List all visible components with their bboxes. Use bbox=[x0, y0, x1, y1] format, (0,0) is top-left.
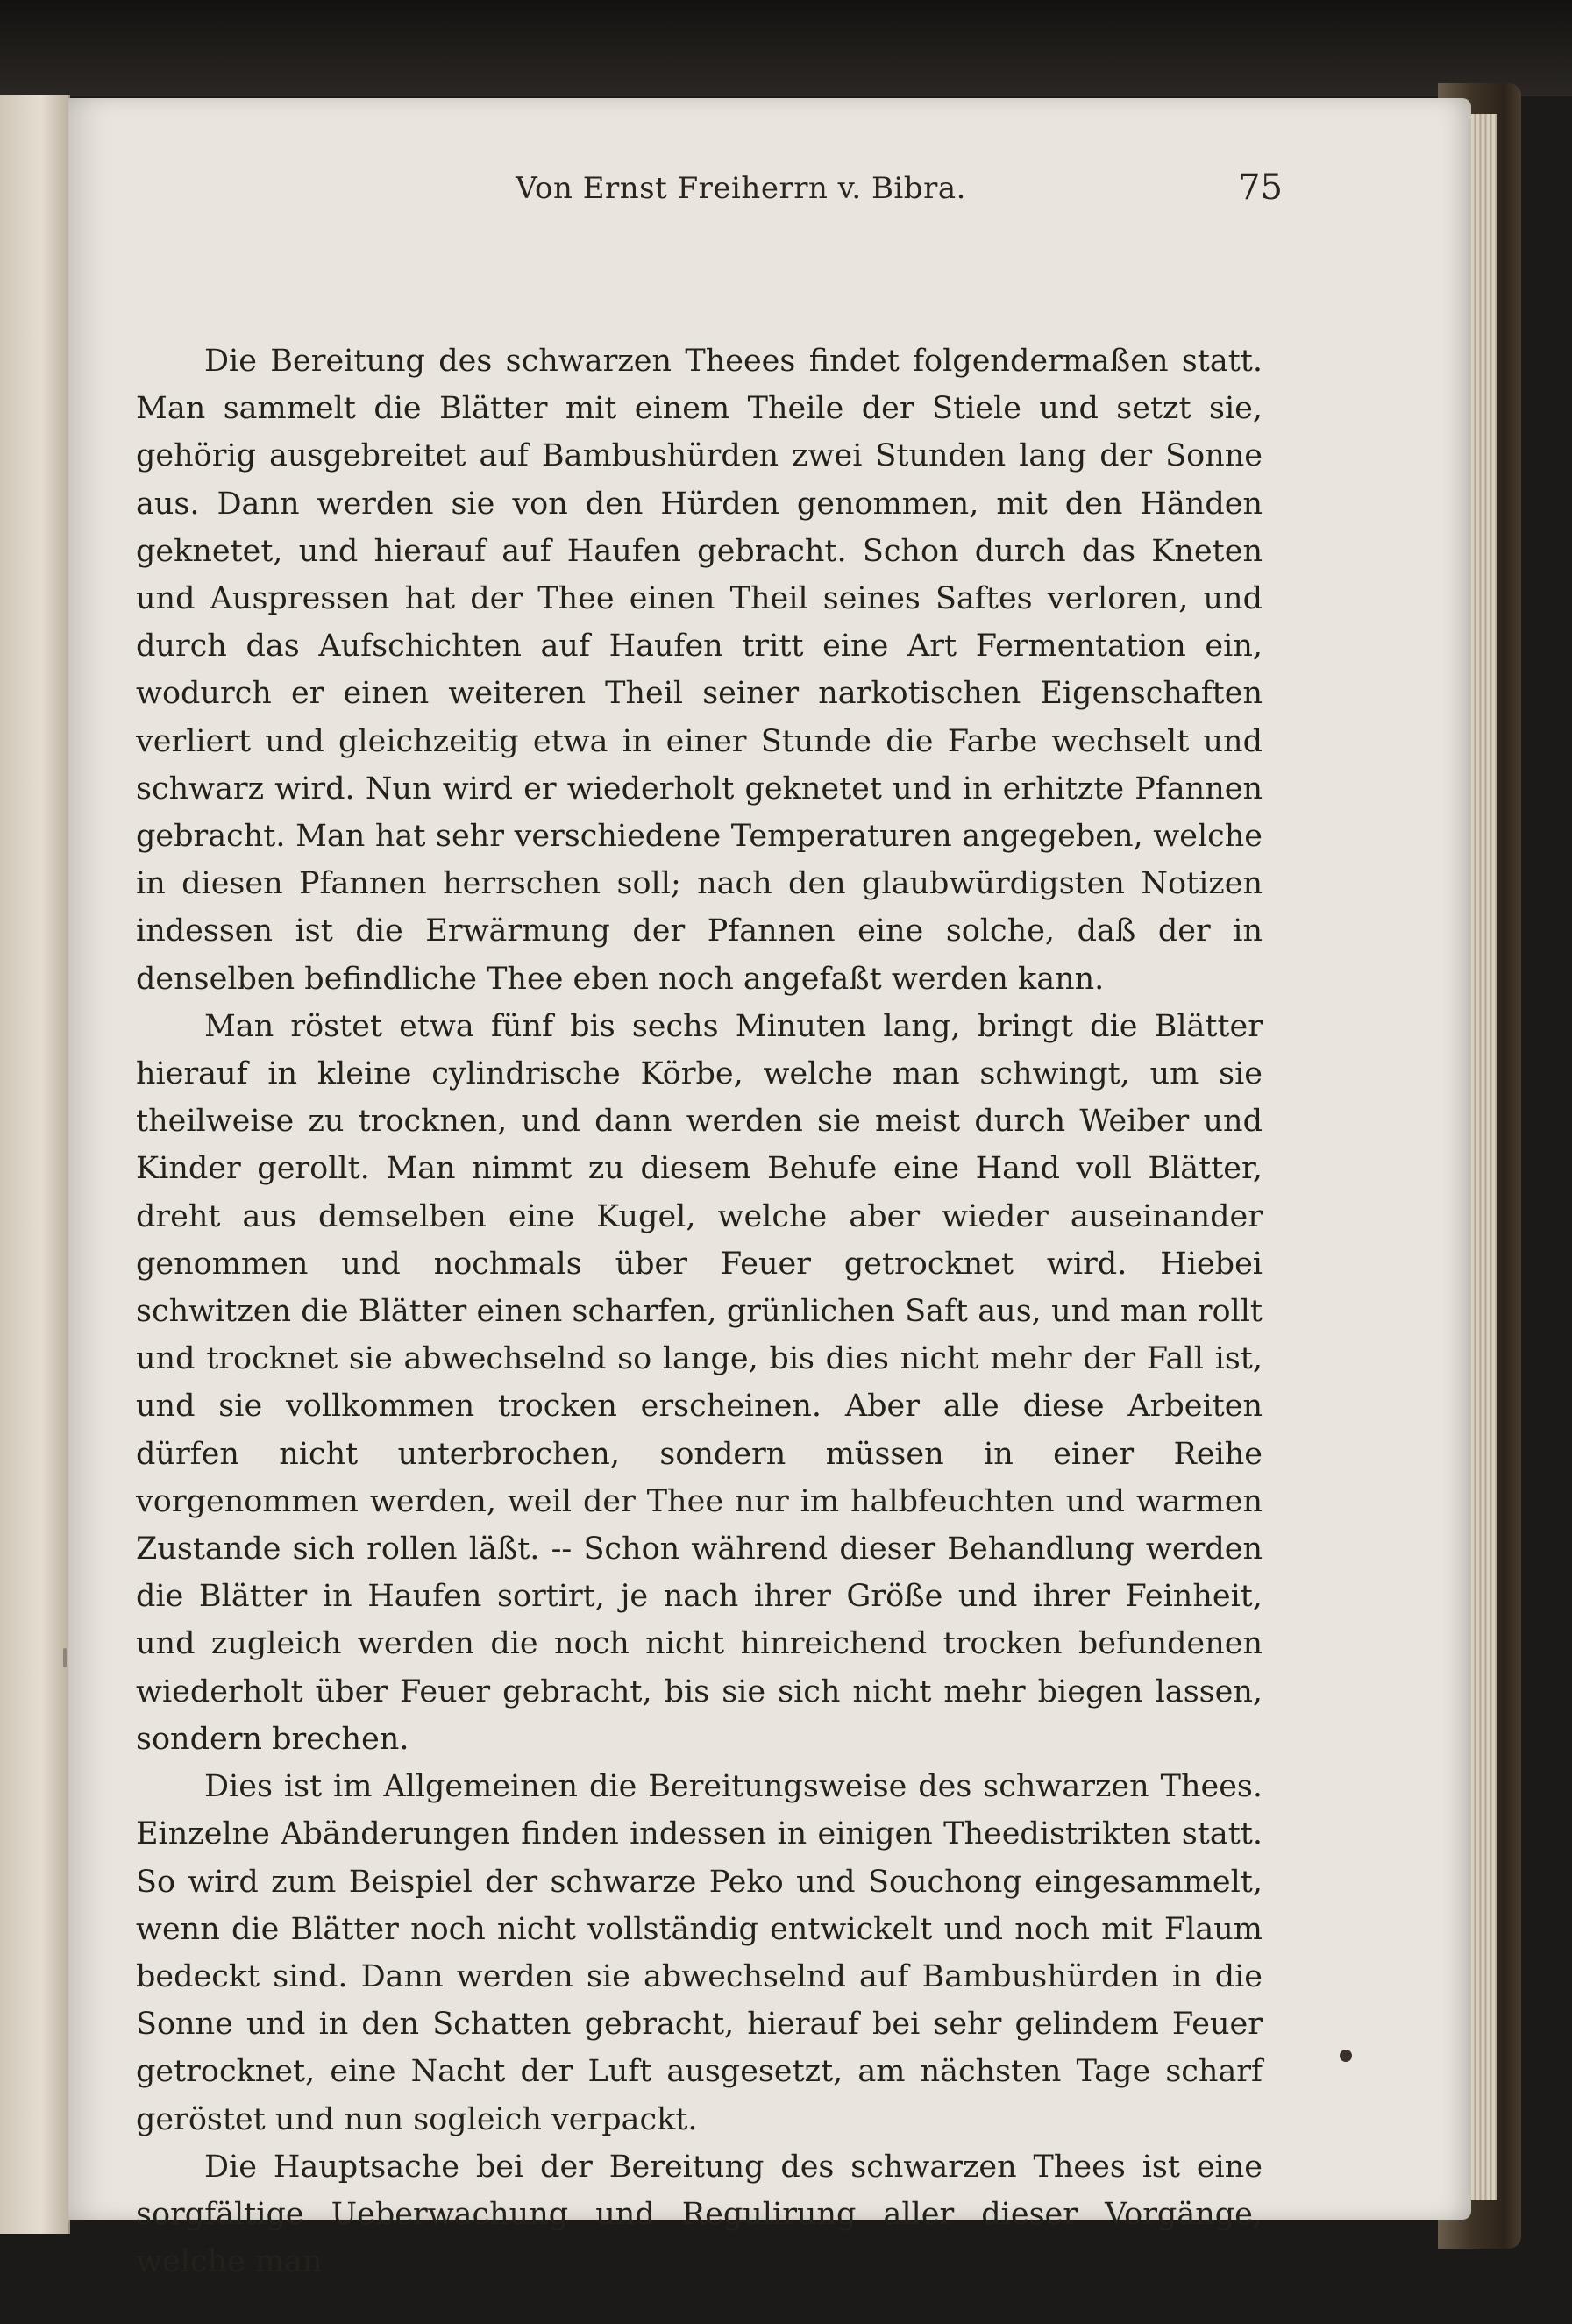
paragraph: Dies ist im Allgemeinen die Bereitungsweise des schwarzen Thees. Einzelne Abänderungen finden indessen in einigen Theedistrikten statt. So wird zum Beispiel der schwarze Peko und Souchong eingesammelt, wenn die Blätter noch nicht vollständig entwickelt und noch mit Flaum bedeckt sind. Dann werden sie abwechselnd auf Bambushürden in die Sonne und in den Schatten gebracht, hierauf bei sehr gelindem Feuer getrocknet, eine Nacht der Luft ausgesetzt, am nächsten Tage scharf geröstet und nun sogleich verpackt. bbox=[136, 1769, 1263, 2137]
ink-spot bbox=[1340, 2050, 1352, 2062]
facing-page-edge bbox=[0, 95, 70, 2234]
running-head: Von Ernst Freiherrn v. Bibra. bbox=[516, 171, 966, 206]
body-text bbox=[136, 338, 1263, 2285]
page-header bbox=[136, 167, 1283, 232]
paragraph: Man röstet etwa fünf bis sechs Minuten lang, bringt die Blätter hierauf in kleine cylindrische Körbe, welche man schwingt, um sie theilweise zu trocknen, und dann werden sie meist durch Weiber und Kinder gerollt. Man nimmt zu diesem Behufe eine Hand voll Blätter, dreht aus demselben eine Kugel, welche aber wieder auseinander genommen und nochmals über Feuer getrocknet wird. Hiebei schwitzen die Blätter einen scharfen, grünlichen Saft aus, und man rollt und trocknet sie abwechselnd so lange, bis dies nicht mehr der Fall ist, und sie vollkommen trocken erscheinen. Aber alle diese Arbeiten dürfen nicht unterbrochen, sondern müssen in einer Reihe vorgenommen werden, weil der Thee nur im halbfeuchten und warmen Zustande sich rollen läßt. -- Schon während dieser Behandlung werden die Blätter in Haufen sortirt, je nach ihrer Größe und ihrer Feinheit, und zugleich werden die noch nicht hinreichend trocken befundenen wiederholt über Feuer gebracht, bis sie sich nicht mehr biegen lassen, sondern brechen. bbox=[136, 1008, 1263, 1757]
book-backdrop bbox=[0, 0, 1572, 96]
paragraph: Die Bereitung des schwarzen Theees findet folgendermaßen statt. Man sammelt die Blätter mit einem Theile der Stiele und setzt sie, gehörig ausgebreitet auf Bambushürden zwei Stunden lang der Sonne aus. Dann werden sie von den Hürden genommen, mit den Händen geknetet, und hierauf auf Haufen gebracht. Schon durch das Kneten und Auspressen hat der Thee einen Theil seines Saftes verloren, und durch das Aufschichten auf Haufen tritt eine Art Fermentation ein, wodurch er einen weiteren Theil seiner narkotischen Eigenschaften verliert und gleichzeitig etwa in einer Stunde die Farbe wechselt und schwarz wird. Nun wird er wiederholt geknetet und in erhitzte Pfannen gebracht. Man hat sehr verschiedene Temperaturen angegeben, welche in diesen Pfannen herrschen soll; nach den glaubwürdigsten Notizen indessen ist die Erwärmung der Pfannen eine solche, daß der in denselben befindliche Thee eben noch angefaßt werden kann. bbox=[136, 344, 1263, 997]
margin-mark bbox=[63, 1648, 67, 1667]
page-number: 75 bbox=[1238, 167, 1283, 208]
paragraph: Die Hauptsache bei der Bereitung des schwarzen Thees ist eine sorgfältige Ueberwachung und Regulirung aller dieser Vorgänge, welche man bbox=[136, 2149, 1263, 2280]
